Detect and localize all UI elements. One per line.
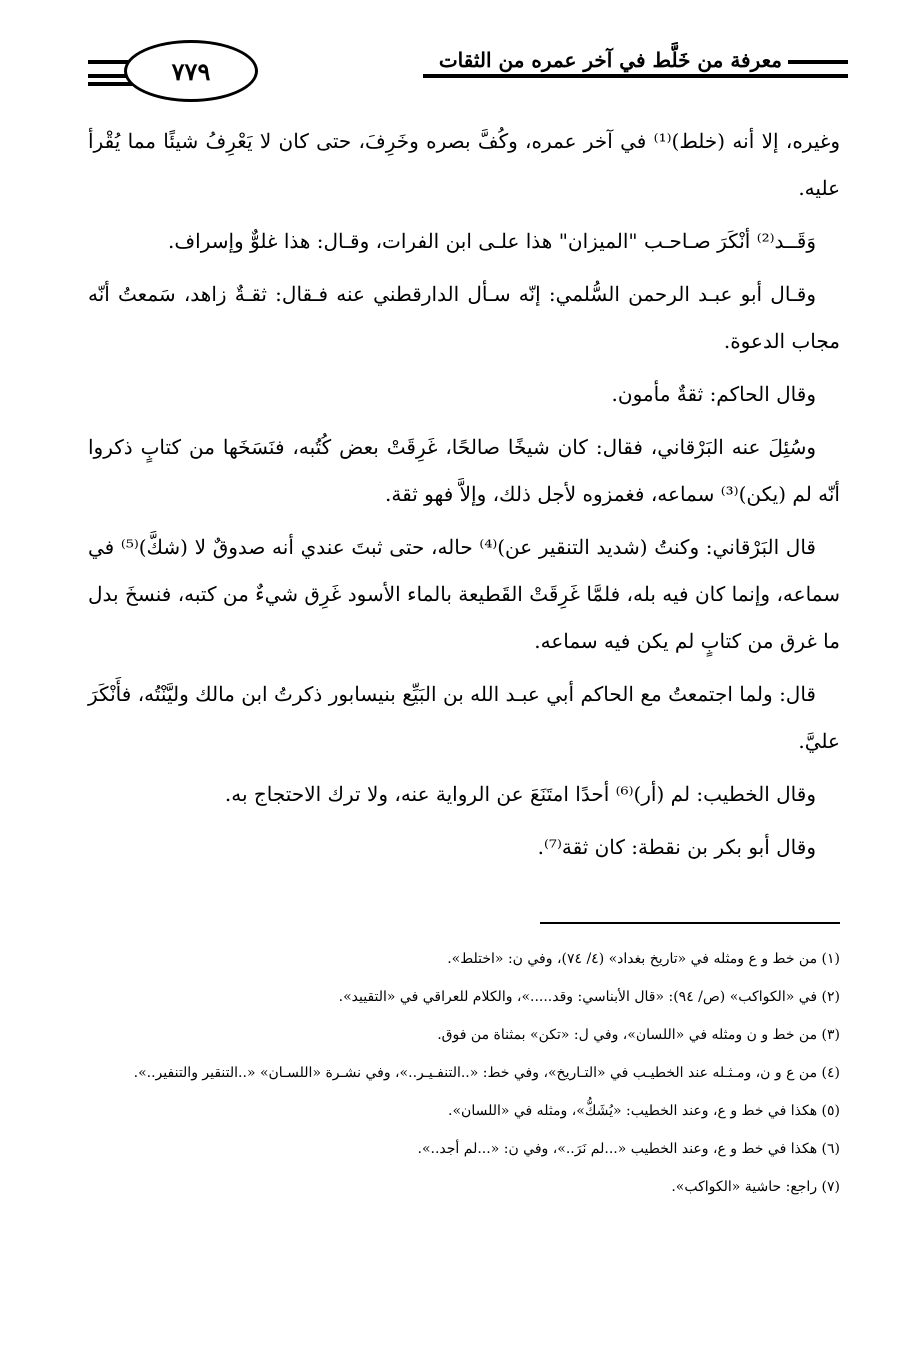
paragraph: قال البَرْقاني: وكنتُ (شديد التنقير عن)⁽⁴⁾ حاله، حتى ثبتَ عندي أنه صدوقٌ لا (شكَّ)⁽⁵⁾ في سماعه، وإنما كان فيه بله، فلمَّا غَرِقَتْ القَطيعة بالماء الأسود غَرِق شيءٌ من كتبه، فنسخَ بدل ما غرق من كتابٍ لم يكن فيه سماعه. <box>88 535 840 653</box>
paragraph: وقال أبو بكر بن نقطة: كان ثقة⁽⁷⁾. <box>537 835 816 859</box>
paragraph: وقال الخطيب: لم (أر)⁽⁶⁾ أحدًا امتَنَعَ عن الرواية عنه، ولا ترك الاحتجاج به. <box>224 782 816 806</box>
running-title: معرفة من خَلَّط في آخر عمره من الثقات <box>406 48 788 72</box>
footnote: (١) من خط و ع ومثله في «تاريخ بغداد» (٤/ ٧٤)، وفي ن: «اختلط». <box>447 951 840 967</box>
paragraph: وقـال أبو عبـد الرحمن السُّلمي: إنّه سـأل الدارقطني عنه فـقال: ثقـةٌ زاهد، سَمعتُ أنّه مجاب الدعوة. <box>88 282 840 353</box>
paragraph: وَقَــد⁽²⁾ أنْكَرَ صـاحـب "الميزان" هذا علـى ابن الفرات، وقـال: هذا غلوٌّ وإسراف. <box>168 229 816 253</box>
footnote: (٣) من خط و ن ومثله في «اللسان»، وفي ل: «تكن» بمثناة من فوق. <box>437 1027 840 1043</box>
paragraph: وقال الحاكم: ثقةٌ مأمون. <box>611 382 816 406</box>
paragraph: وسُئِلَ عنه البَرْقاني، فقال: كان شيخًا صالحًا، غَرِقَتْ بعض كُتُبه، فنَسَخَها من كتابٍ ذكروا أنّه لم (يكن)⁽³⁾ سماعه، فغمزوه لأجل ذلك، وإلاَّ فهو ثقة. <box>88 435 840 506</box>
footnote: (٦) هكذا في خط و ع، وعند الخطيب «...لم نَرَ..»، وفي ن: «...لم أجد..». <box>417 1141 840 1157</box>
footnote: (٢) في «الكواكب» (ص/ ٩٤): «قال الأبناسي: وقد.....»، والكلام للعراقي في «التقييد». <box>338 989 840 1005</box>
footnote: (٤) من ع و ن، ومـثـله عند الخطيـب في «التـاريخ»، وفي خط: «..التنفـيـر..»، وفي نشـرة «اللسـان» «..التنقير والتنفير..». <box>133 1065 840 1081</box>
main-text <box>88 118 840 877</box>
footnote: (٧) راجع: حاشية «الكواكب». <box>671 1179 840 1195</box>
paragraph: قال: ولما اجتمعتُ مع الحاكم أبي عبـد الله بن البَيِّع بنيسابور ذكرتُ ابن مالك وليَّنْتُه، فأَنْكَرَ عليَّ. <box>88 682 840 753</box>
page-header <box>88 38 848 108</box>
footnote-separator <box>540 922 840 924</box>
footnote: (٥) هكذا في خط و ع، وعند الخطيب: «يُشَكُّ»، ومثله في «اللسان». <box>448 1103 840 1119</box>
page-number: ٧٧٩ <box>124 40 258 102</box>
header-rule <box>423 74 848 78</box>
footnotes <box>88 940 840 1206</box>
paragraph: وغيره، إلا أنه (خلط)⁽¹⁾ في آخر عمره، وكُفَّ بصره وخَرِفَ، حتى كان لا يَعْرِفُ شيئًا مما يُقْرأ عليه. <box>88 129 840 200</box>
